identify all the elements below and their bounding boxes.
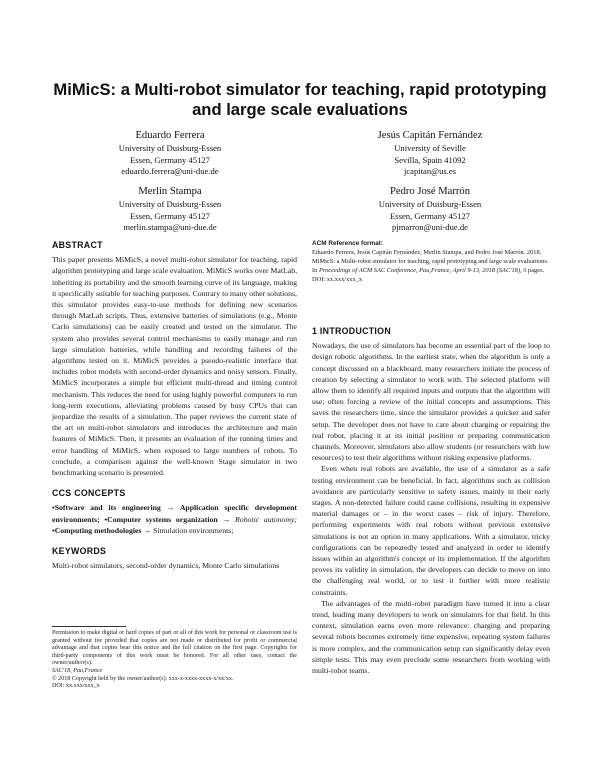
permission-doi: DOI: xx.xxx/xxx_x [52, 683, 100, 690]
ccs-item-3: •Computing methodologies → [52, 525, 152, 535]
author-block-2 [300, 129, 560, 178]
author-location: Essen, Germany 45127 [130, 154, 210, 165]
reference-doi: DOI: xx.xxx/xxx_x [312, 276, 363, 284]
ccs-heading: CCS CONCEPTS [52, 488, 126, 499]
abstract-text: This paper presents MiMicS, a novel multi-robot simulator for teaching, rapid algorithm prototyping and large scale evaluation. MiMicS works over MatLab, inheriting its portability and the smooth learning curve of its language, making it specifically suitable for teaching purposes. Contrary to many other solutions, this simulator provides easy-to-use methods for defining new scenarios through MatLab scripts. Thus, extensive batteries of simulations (e.g., Monte Carlo simulations) can be easily created and tested on the simulator. The system also provides several control mechanisms to easily manage and run large simulation batteries, while handling and recording failures of the algorithms tested on it. MiMicS provides a pseudo-realistic interface that includes robot models with second-order dynamics and noisy sensors. Finally, MiMicS incorporates a simple but efficient multi-thread and timing control mechanism. This reduces the need for using highly powerful computers to run long-term executions, alleviating problems caused by busy CPUs that can jeopardize the results of a simulation. The paper reviews the current state of the art on multi-robot simulators and introduces the architecture and main features of MiMicS. Then, it presents an evaluation of the running times and error handling of MiMicS, when exposed to large numbers of robots. To conclude, a comparison against the well-known Stage simulator in two benchmarking scenario is presented. [52, 255, 298, 478]
reference-text-plain: Eduardo Ferrera, Jesús Capitán Fernández, Merlin Stampa, and Pedro José Marrón. 2018. MiMicS: a Multi-robot simulator for teaching, rapid prototyping and large scale evaluations. In [312, 249, 549, 275]
author-block-1 [40, 129, 300, 178]
reference-pages-link[interactable]: 8 [523, 267, 527, 275]
author-name: Jesús Capitán Fernández [377, 130, 483, 141]
author-location: Essen, Germany 45127 [390, 210, 470, 221]
author-block-3 [40, 185, 300, 234]
ccs-item-2: •Computer systems organization → [104, 514, 231, 524]
author-block-4 [300, 185, 560, 234]
author-affiliation: University of Seville [394, 143, 466, 153]
reference-format-block [312, 239, 550, 284]
left-column [52, 240, 297, 571]
author-affiliation: University of Duisburg-Essen [378, 199, 482, 209]
reference-format-text [312, 248, 550, 275]
ccs-item-1: •Software and its engineering → Application specific development environments; [52, 503, 297, 524]
author-email: merlin.stampa@uni-due.de [123, 222, 217, 233]
permission-block [52, 630, 297, 691]
keywords-text: Multi-robot simulators, second-order dynamics, Monte Carlo simulations [52, 561, 280, 571]
permission-venue: SAC'18, Pau,France [52, 667, 103, 674]
right-column [312, 326, 550, 676]
author-affiliation: University of Duisburg-Essen [118, 199, 222, 209]
author-name: Eduardo Ferrera [135, 130, 205, 141]
author-location: Sevilla, Spain 41092 [394, 154, 466, 165]
introduction-paragraph-1: Nowadays, the use of simulators has become an essential part of the loop to design robotic algorithms. In the earliest state, when the algorithm is only a concept discussed on a blackboard, many researchers initiate the process of creation by selecting a simulator to work with. The selected platform will allow them to identify all required inputs and outputs that the algorithm will use; often forcing a review of the initial concepts and assumptions. This saves the researchers time, since the simulator provides a quicker and safer setup. The developer does not have to care about charging or repairing the real robot, placing it at its initial position or preparing communication channels. Moreover, simulators also allow students (or researchers with low resources) to test their algorithms without risking expensive platforms. [312, 341, 550, 463]
reference-format-heading: ACM Reference format: [312, 240, 384, 247]
reference-pages-word: pages. [528, 267, 545, 275]
ccs-item-2-sub: Robotic autonomy; [234, 514, 297, 524]
author-email: pjmarron@uni-due.de [392, 222, 468, 233]
title-line-2: and large scale evaluations [192, 100, 408, 119]
author-affiliation: University of Duisburg-Essen [118, 143, 222, 153]
introduction-heading: 1 INTRODUCTION [312, 326, 391, 336]
introduction-paragraph-3: The advantages of the multi-robot paradigm have turned it into a clear trend, leading many developers to work on simulators for that field. In this context, simulation earns even more relevance: charging and preparing several robots becomes extremely time expensive, repeating system failures is more complex, and the communication setup can significantly delay even simple tests. This may even preclude some researchers from working with multi-robot teams. [312, 598, 550, 676]
ccs-concepts [52, 502, 297, 536]
keywords-heading: KEYWORDS [52, 546, 107, 557]
ccs-item-3-sub: Simulation environments; [153, 525, 234, 535]
footnote-divider [52, 626, 126, 627]
author-name: Pedro José Marrón [389, 186, 471, 197]
permission-copyright: © 2018 Copyright held by the owner/author(s). xxx-x-xxxx-xxxx-x/xx/xx. [52, 675, 234, 682]
author-location: Essen, Germany 45127 [130, 210, 210, 221]
introduction-paragraph-2: Even when real robots are available, the use of a simulator as a safe testing environment can be beneficial. In fact, algorithms such as collision avoidance are particularly sensitive to safety issues, mainly in their early stages. A non-detected failure could cause collisions, resulting in expensive material damages or – in the worst cases – risk of injury. Therefore, performing experiments with real robots without previous extensive simulations is not an option in many applications. With a simulator, tricky configurations can be repeatedly tested and analyzed in order to identify issues within an algorithm's concept or its implementation. If the algorithm proves its validity in simulation, the developers can decide to move on into the challenging real world, or to test it further with more realistic constraints. [312, 464, 550, 597]
author-name: Merlin Stampa [138, 186, 202, 197]
title-line-1: MiMicS: a Multi-robot simulator for teaching, rapid prototyping [53, 80, 547, 99]
abstract-heading: ABSTRACT [52, 240, 103, 250]
reference-text-italic: Proceedings of ACM SAC Conference, Pau,France, April 9-13, 2018 (SAC'18), [318, 267, 522, 275]
author-email: eduardo.ferrera@uni-due.de [121, 166, 219, 177]
permission-text: Permission to make digital or hard copies of part or all of this work for personal or classroom use is granted without fee provided that copies are not made or distributed for profit or commercial advantage and that copies bear this notice and the full citation on the first page. Copyrights for third-party components of this work must be honored. For all other uses, contact the owner/author(s). [52, 630, 297, 667]
paper-title [40, 80, 560, 120]
author-email: jcapitan@us.es [403, 166, 457, 177]
